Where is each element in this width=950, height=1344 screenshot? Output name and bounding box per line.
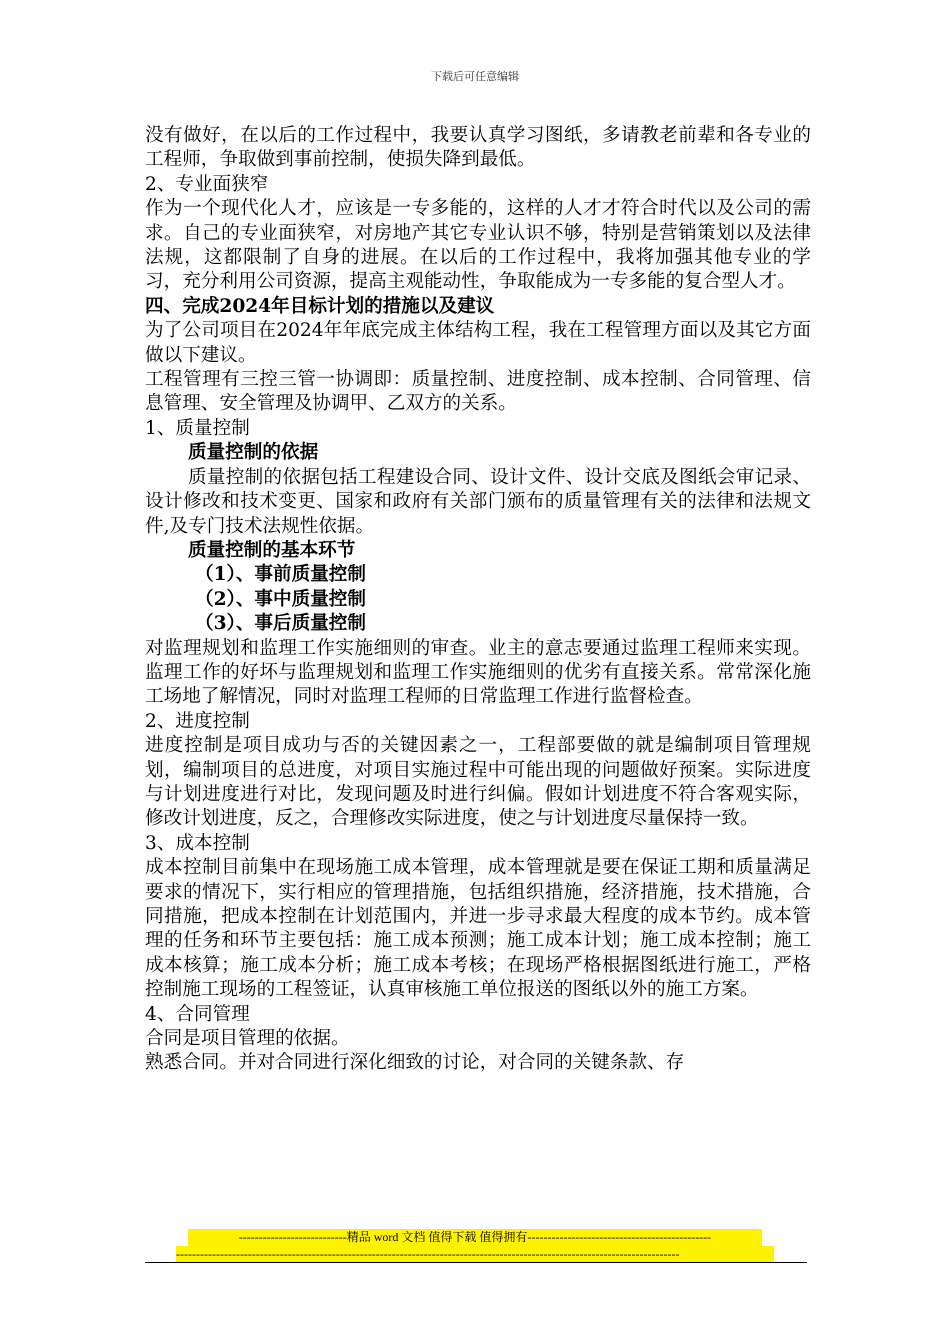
list-item: （2）、事中质量控制: [195, 588, 366, 610]
paragraph: 作为一个现代化人才，应该是一专多能的，这样的人才才符合时代以及公司的需求。自己的专业面狭窄，对房地产其它专业认识不够，特别是营销策划以及法律法规，这都限制了自身的进展。在以后的工作过程中，我将加强其他专业的学习，充分利用公司资源，提高主观能动性，争取能成为一专多能的复合型人才。: [145, 198, 811, 293]
chapter-heading: 四、完成2024年目标计划的措施以及建议: [145, 295, 495, 317]
section-heading: 2、进度控制: [145, 710, 250, 732]
paragraph: 进度控制是项目成功与否的关键因素之一，工程部要做的就是编制项目管理规划，编制项目的总进度，对项目实施过程中可能出现的问题做好预案。实际进度与计划进度进行对比，发现问题及时进行纠偏。假如计划进度不符合客观实际，修改计划进度，反之，合理修改实际进度，使之与计划进度尽量保持一致。: [145, 735, 811, 830]
document-body: [145, 124, 811, 1076]
paragraph: 为了公司项目在2024年年底完成主体结构工程，我在工程管理方面以及其它方面做以下建议。: [145, 320, 811, 366]
footer-rule: [145, 1262, 807, 1263]
section-heading: 2、专业面狭窄: [145, 173, 269, 195]
section-heading: 1、质量控制: [145, 417, 250, 439]
paragraph: 质量控制的依据包括工程建设合同、设计文件、设计交底及图纸会审记录、设计修改和技术变更、国家和政府有关部门颁布的质量管理有关的法律和法规文件,及专门技术法规性依据。: [145, 466, 811, 537]
paragraph: 没有做好，在以后的工作过程中，我要认真学习图纸，多请教老前辈和各专业的工程师，争取做到事前控制，使损失降到最低。: [145, 125, 811, 171]
paragraph: 合同是项目管理的依据。: [145, 1028, 350, 1050]
list-item: （3）、事后质量控制: [195, 613, 366, 635]
subheading: 质量控制的基本环节: [188, 539, 356, 561]
subheading: 质量控制的依据: [188, 442, 319, 464]
page-footer: [176, 1229, 774, 1263]
paragraph: 成本控制目前集中在现场施工成本管理，成本管理就是要在保证工期和质量满足要求的情况下，实行相应的管理措施，包括组织措施，经济措施，技术措施，合同措施，把成本控制在计划范围内，并进一步寻求最大程度的成本节约。成本管理的任务和环节主要包括：施工成本预测；施工成本计划；施工成本控制；施工成本核算；施工成本分析；施工成本考核；在现场严格根据图纸进行施工，严格控制施工现场的工程签证，认真审核施工单位报送的图纸以外的施工方案。: [145, 857, 811, 1001]
paragraph: 对监理规划和监理工作实施细则的审查。业主的意志要通过监理工程师来实现。监理工作的好坏与监理规划和监理工作实施细则的优劣有直接关系。常常深化施工场地了解情况，同时对监理工程师的日常监理工作进行监督检查。: [145, 637, 811, 708]
footer-banner-line: ---------------------------精品 word 文档 值得下载 值得拥有----------------------------------------------: [188, 1229, 762, 1246]
paragraph: 工程管理有三控三管一协调即：质量控制、进度控制、成本控制、合同管理、信息管理、安全管理及协调甲、乙双方的关系。: [145, 369, 811, 415]
footer-dash-line: ------------------------------------------------------------------------------------------------------------------------------: [176, 1246, 774, 1263]
section-heading: 3、成本控制: [145, 832, 250, 854]
paragraph: 熟悉合同。并对合同进行深化细致的讨论，对合同的关键条款、存: [145, 1052, 685, 1074]
section-heading: 4、合同管理: [145, 1003, 250, 1025]
list-item: （1）、事前质量控制: [195, 564, 366, 586]
page-header: 下载后可任意编辑: [431, 70, 519, 83]
